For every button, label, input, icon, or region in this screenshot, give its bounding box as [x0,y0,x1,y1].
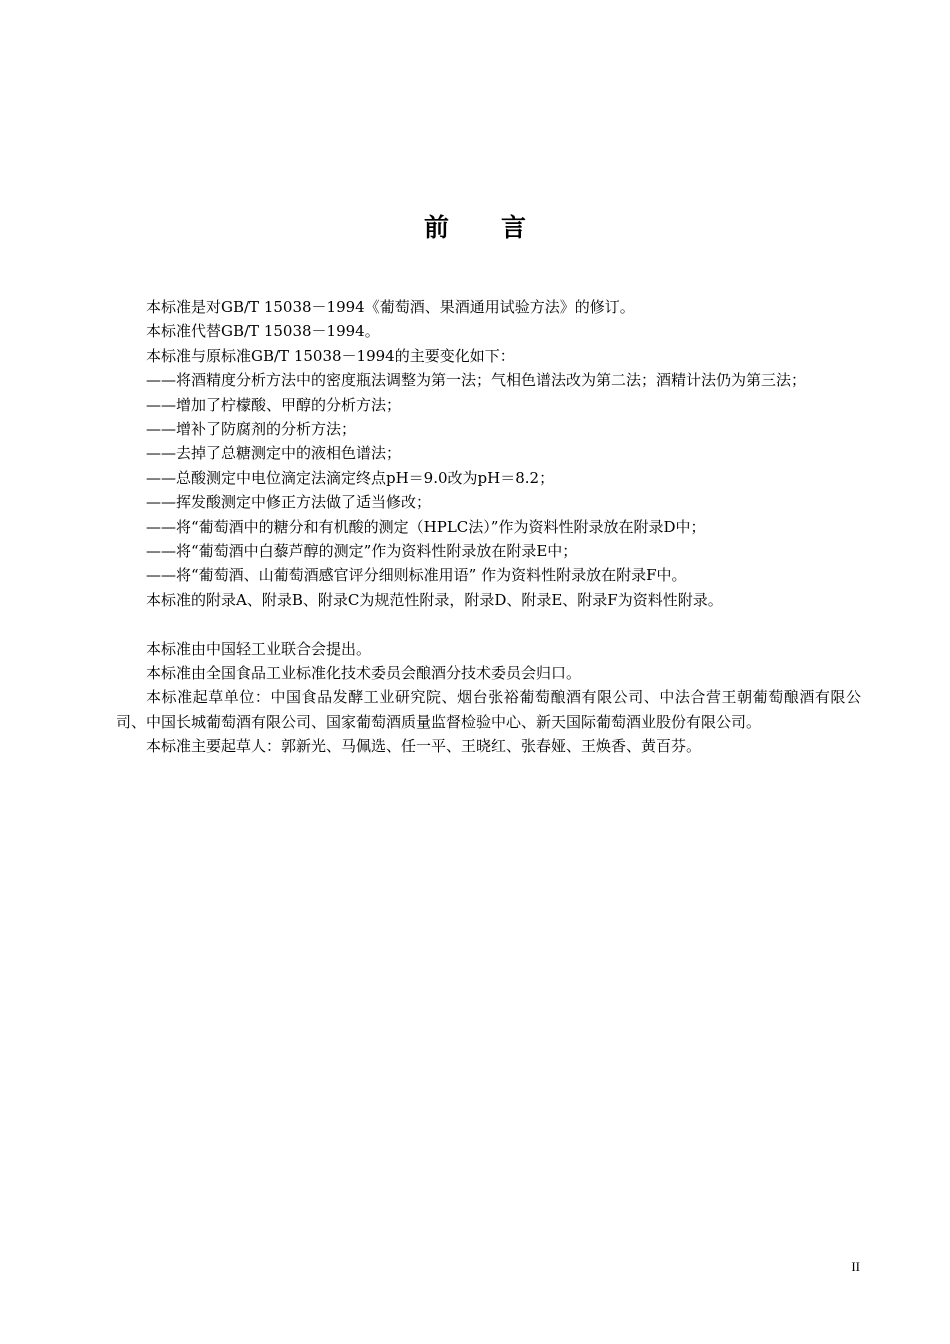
foreword-body [116,295,861,759]
change-item: ——将“葡萄酒、山葡萄酒感官评分细则标准用语” 作为资料性附录放在附录F中。 [146,566,687,585]
paragraph: 本标准起草单位：中国食品发酵工业研究院、烟台张裕葡萄酿酒有限公司、中法合营王朝葡萄酿酒有限公司、中国长城葡萄酒有限公司、国家葡萄酒质量监督检验中心、新天国际葡萄酒业股份有限公司。 [116,688,861,731]
change-item: ——增加了柠檬酸、甲醇的分析方法； [146,395,402,414]
paragraph: 本标准是对GB/T 15038－1994《葡萄酒、果酒通用试验方法》的修订。 [146,298,635,316]
paragraph: 本标准由全国食品工业标准化技术委员会酿酒分技术委员会归口。 [146,664,582,683]
change-item: ——增补了防腐剂的分析方法； [146,420,357,439]
change-item: ——去掉了总糖测定中的液相色谱法； [146,444,402,463]
title-part-2: 言 [501,213,527,242]
change-item: ——将“葡萄酒中白藜芦醇的测定”作为资料性附录放在附录E中； [146,542,578,561]
change-item: ——总酸测定中电位滴定法滴定终点pH＝9.0改为pH＝8.2； [146,468,555,487]
page-title [0,208,950,244]
change-item: ——挥发酸测定中修正方法做了适当修改； [146,493,432,512]
paragraph: 本标准由中国轻工业联合会提出。 [146,639,372,658]
title-part-1: 前 [423,213,449,242]
paragraph: 本标准代替GB/T 15038－1994。 [146,322,380,341]
paragraph-spacer [116,612,861,636]
page-number: II [851,1259,860,1274]
paragraph: 本标准主要起草人：郭新光、马佩选、任一平、王晓红、张春娅、王焕香、黄百芬。 [146,737,702,756]
paragraph: 本标准的附录A、附录B、附录C为规范性附录，附录D、附录E、附录F为资料性附录。 [146,590,723,609]
change-item: ——将酒精度分析方法中的密度瓶法调整为第一法；气相色谱法改为第二法；酒精计法仍为第三法； [146,371,807,390]
change-item: ——将“葡萄酒中的糖分和有机酸的测定（HPLC法）”作为资料性附录放在附录D中； [146,517,706,536]
paragraph: 本标准与原标准GB/T 15038－1994的主要变化如下： [146,346,515,365]
